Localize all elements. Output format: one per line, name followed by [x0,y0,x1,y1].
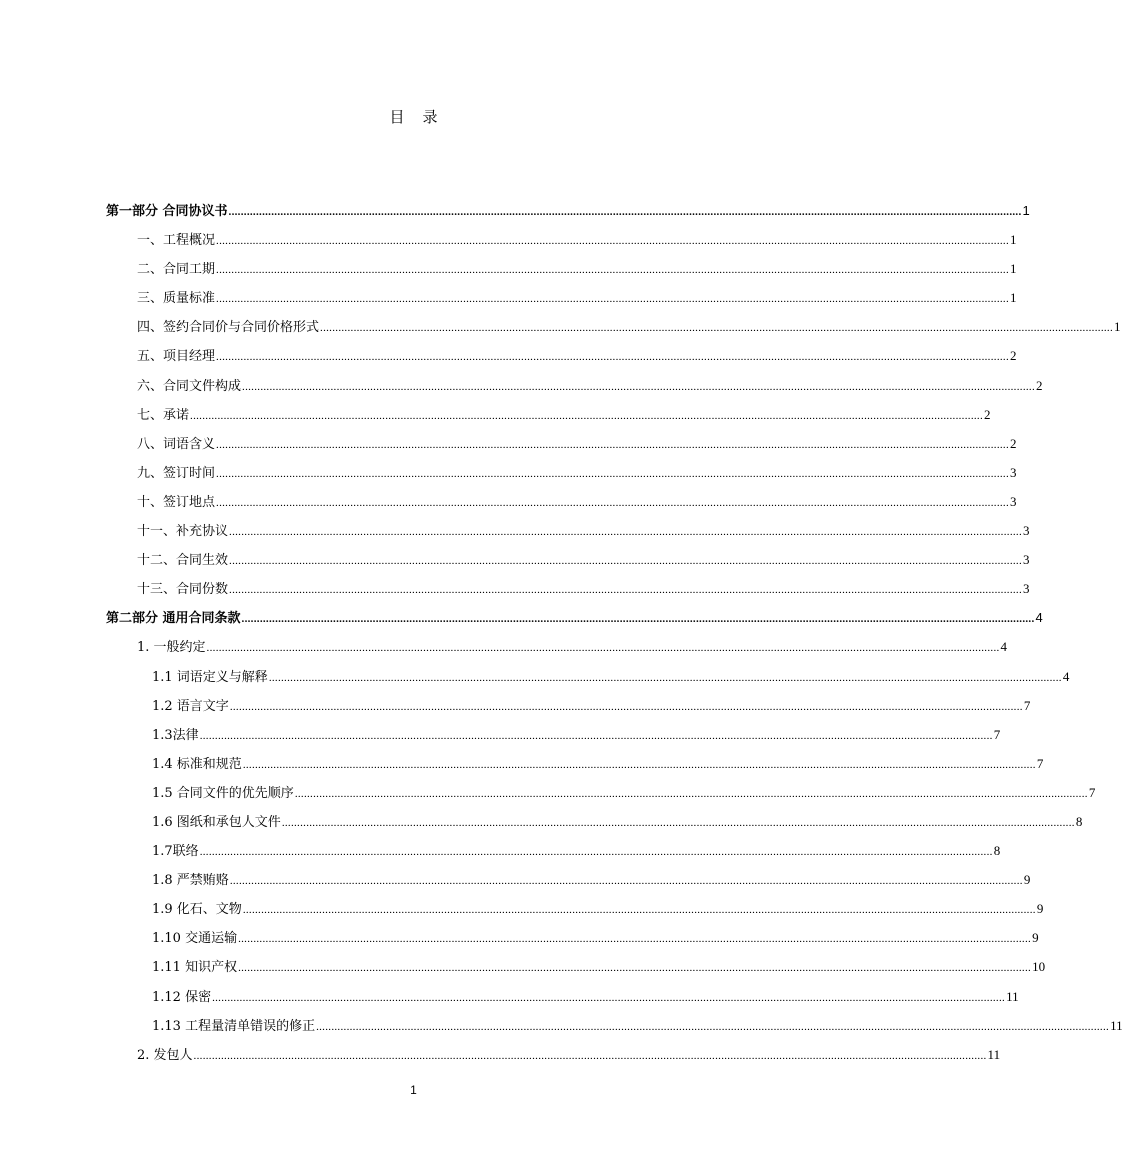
toc-entry-page: 4 [1062,668,1070,684]
toc-entry[interactable] [106,812,1083,841]
toc-entry[interactable] [106,521,1030,550]
toc-entry-label: 1.11 知识产权 [152,960,238,976]
toc-entry-label: 十三、合同份数 [137,582,229,598]
toc-entry-label: 1.2 语言文字 [152,698,229,714]
toc-entry-page: 2 [1036,377,1043,393]
toc-entry[interactable] [106,259,1017,288]
toc-entry-label: 第一部分 合同协议书 [106,204,228,219]
toc-entry-label: 2. 发包人 [137,1047,193,1063]
toc-entry[interactable] [106,376,1043,405]
toc-dot-leader: .................................................................................................................................................................................................................................................................... [242,904,1036,917]
toc-entry-label: 一、工程概况 [137,233,216,249]
toc-dot-leader: .................................................................................................................................................................................................................................................................... [206,642,1000,655]
toc-entry-page: 10 [1032,959,1046,975]
toc-part-entry[interactable] [106,201,1030,230]
toc-entry-page: 7 [1036,755,1044,771]
toc-dot-leader: .................................................................................................................................................................................................................................................................... [241,613,1035,626]
toc-entry[interactable] [106,667,1070,696]
toc-entry-page: 7 [1088,784,1096,800]
toc-entry[interactable] [106,783,1096,812]
toc-entry[interactable] [106,754,1044,783]
toc-entry-page: 11 [1110,1017,1123,1033]
toc-entry-page: 8 [1075,813,1083,829]
toc-entry[interactable] [106,841,1001,870]
toc-entry-label: 九、签订时间 [137,465,216,481]
toc-dot-leader: .................................................................................................................................................................................................................................................................... [229,700,1023,713]
toc-entry[interactable] [106,899,1044,928]
toc-dot-leader: .................................................................................................................................................................................................................................................................... [242,758,1036,771]
toc-entry[interactable] [106,405,991,434]
toc-entry[interactable] [106,230,1017,259]
toc-entry-page: 9 [1036,901,1044,917]
toc-entry-label: 1. 一般约定 [137,640,206,656]
toc-entry[interactable] [106,550,1030,579]
toc-dot-leader: .................................................................................................................................................................................................................................................................... [199,729,993,742]
toc-entry[interactable] [106,637,1008,666]
toc-entry-page: 2 [1010,435,1017,451]
toc-entry-label: 1.5 合同文件的优先顺序 [152,785,294,801]
toc-entry[interactable] [106,317,1121,346]
toc-entry-label: 五、项目经理 [137,349,216,365]
toc-entry[interactable] [106,463,1017,492]
page-number: 1 [410,1083,417,1097]
toc-entry-page: 7 [993,726,1001,742]
toc-entry-label: 1.6 图纸和承包人文件 [152,814,281,830]
toc-entry-page: 1 [1010,232,1017,248]
toc-entry-label: 1.13 工程量清单错误的修正 [152,1018,316,1034]
toc-dot-leader: .................................................................................................................................................................................................................................................................... [316,1020,1110,1033]
toc-entry-page: 4 [1035,610,1043,626]
toc-entry-label: 1.10 交通运输 [152,931,238,947]
toc-dot-leader: .................................................................................................................................................................................................................................................................... [216,438,1010,451]
toc-entry[interactable] [106,957,1046,986]
toc-dot-leader: .................................................................................................................................................................................................................................................................... [190,409,984,422]
toc-title [0,106,827,127]
toc-dot-leader: .................................................................................................................................................................................................................................................................... [320,322,1114,335]
toc-dot-leader: .................................................................................................................................................................................................................................................................... [193,1049,987,1062]
toc-part-entry[interactable] [106,608,1043,637]
toc-dot-leader: .................................................................................................................................................................................................................................................................... [199,846,993,859]
toc-entry[interactable] [106,1016,1123,1045]
toc-entry[interactable] [106,492,1017,521]
toc-entry-page: 7 [1023,697,1031,713]
toc-entry-label: 十二、合同生效 [137,553,229,569]
toc-entry-page: 8 [993,843,1001,859]
toc-entry-page: 3 [1023,581,1030,597]
toc-entry-label: 1.9 化石、文物 [152,902,242,918]
toc-dot-leader: .................................................................................................................................................................................................................................................................... [238,962,1032,975]
toc-entry[interactable] [106,1045,1001,1074]
toc-entry[interactable] [106,696,1031,725]
toc-entry[interactable] [106,928,1039,957]
toc-dot-leader: .................................................................................................................................................................................................................................................................... [216,467,1010,480]
toc-entry-page: 1 [1114,319,1121,335]
toc-entry-label: 八、词语含义 [137,436,216,452]
table-of-contents [106,201,1123,1074]
toc-dot-leader: .................................................................................................................................................................................................................................................................... [268,671,1062,684]
toc-entry-page: 1 [1022,203,1030,218]
toc-entry-label: 1.7联络 [152,844,199,860]
toc-dot-leader: .................................................................................................................................................................................................................................................................... [294,787,1088,800]
toc-dot-leader: .................................................................................................................................................................................................................................................................... [229,875,1023,888]
toc-entry[interactable] [106,987,1019,1016]
toc-entry-page: 3 [1023,523,1030,539]
toc-entry-page: 3 [1010,493,1017,509]
toc-entry-page: 9 [1023,872,1031,888]
toc-dot-leader: .................................................................................................................................................................................................................................................................... [229,584,1023,597]
toc-entry-label: 1.8 严禁贿赂 [152,873,229,889]
toc-entry-label: 1.1 词语定义与解释 [152,669,268,685]
toc-dot-leader: .................................................................................................................................................................................................................................................................... [216,351,1010,364]
toc-dot-leader: .................................................................................................................................................................................................................................................................... [281,816,1075,829]
toc-entry-label: 十一、补充协议 [137,524,229,540]
toc-entry-label: 十、签订地点 [137,494,216,510]
toc-entry[interactable] [106,579,1030,608]
toc-entry-page: 2 [984,406,991,422]
toc-entry[interactable] [106,434,1017,463]
toc-dot-leader: .................................................................................................................................................................................................................................................................... [228,206,1022,218]
toc-dot-leader: .................................................................................................................................................................................................................................................................... [216,264,1010,277]
toc-entry-label: 1.3法律 [152,727,199,743]
toc-entry[interactable] [106,288,1017,317]
toc-entry-label: 四、签约合同价与合同价格形式 [137,320,320,336]
toc-entry[interactable] [106,725,1001,754]
toc-entry-page: 3 [1023,552,1030,568]
toc-entry-page: 1 [1010,290,1017,306]
toc-entry[interactable] [106,870,1031,899]
toc-entry-label: 1.12 保密 [152,989,212,1005]
toc-entry-label: 二、合同工期 [137,262,216,278]
toc-entry-page: 2 [1010,348,1017,364]
toc-dot-leader: .................................................................................................................................................................................................................................................................... [229,555,1023,568]
toc-entry-page: 9 [1032,930,1039,946]
toc-dot-leader: .................................................................................................................................................................................................................................................................... [216,235,1010,248]
toc-entry-label: 1.4 标准和规范 [152,756,242,772]
toc-dot-leader: .................................................................................................................................................................................................................................................................... [238,933,1032,946]
toc-entry[interactable] [106,346,1017,375]
toc-dot-leader: .................................................................................................................................................................................................................................................................... [216,496,1010,509]
toc-entry-label: 三、质量标准 [137,291,216,307]
toc-title-char-2: 录 [422,108,438,126]
toc-entry-page: 1 [1010,261,1017,277]
toc-entry-label: 七、承诺 [137,407,190,423]
toc-entry-label: 六、合同文件构成 [137,378,242,394]
toc-entry-label: 第二部分 通用合同条款 [106,611,241,627]
toc-dot-leader: .................................................................................................................................................................................................................................................................... [229,526,1023,539]
toc-title-char-1: 目 [389,108,405,126]
toc-dot-leader: .................................................................................................................................................................................................................................................................... [212,991,1006,1004]
toc-entry-page: 11 [1006,988,1019,1004]
toc-entry-page: 4 [1000,639,1008,655]
toc-entry-page: 3 [1010,464,1017,480]
toc-entry-page: 11 [987,1046,1001,1062]
toc-dot-leader: .................................................................................................................................................................................................................................................................... [216,293,1010,306]
toc-dot-leader: .................................................................................................................................................................................................................................................................... [242,380,1036,393]
